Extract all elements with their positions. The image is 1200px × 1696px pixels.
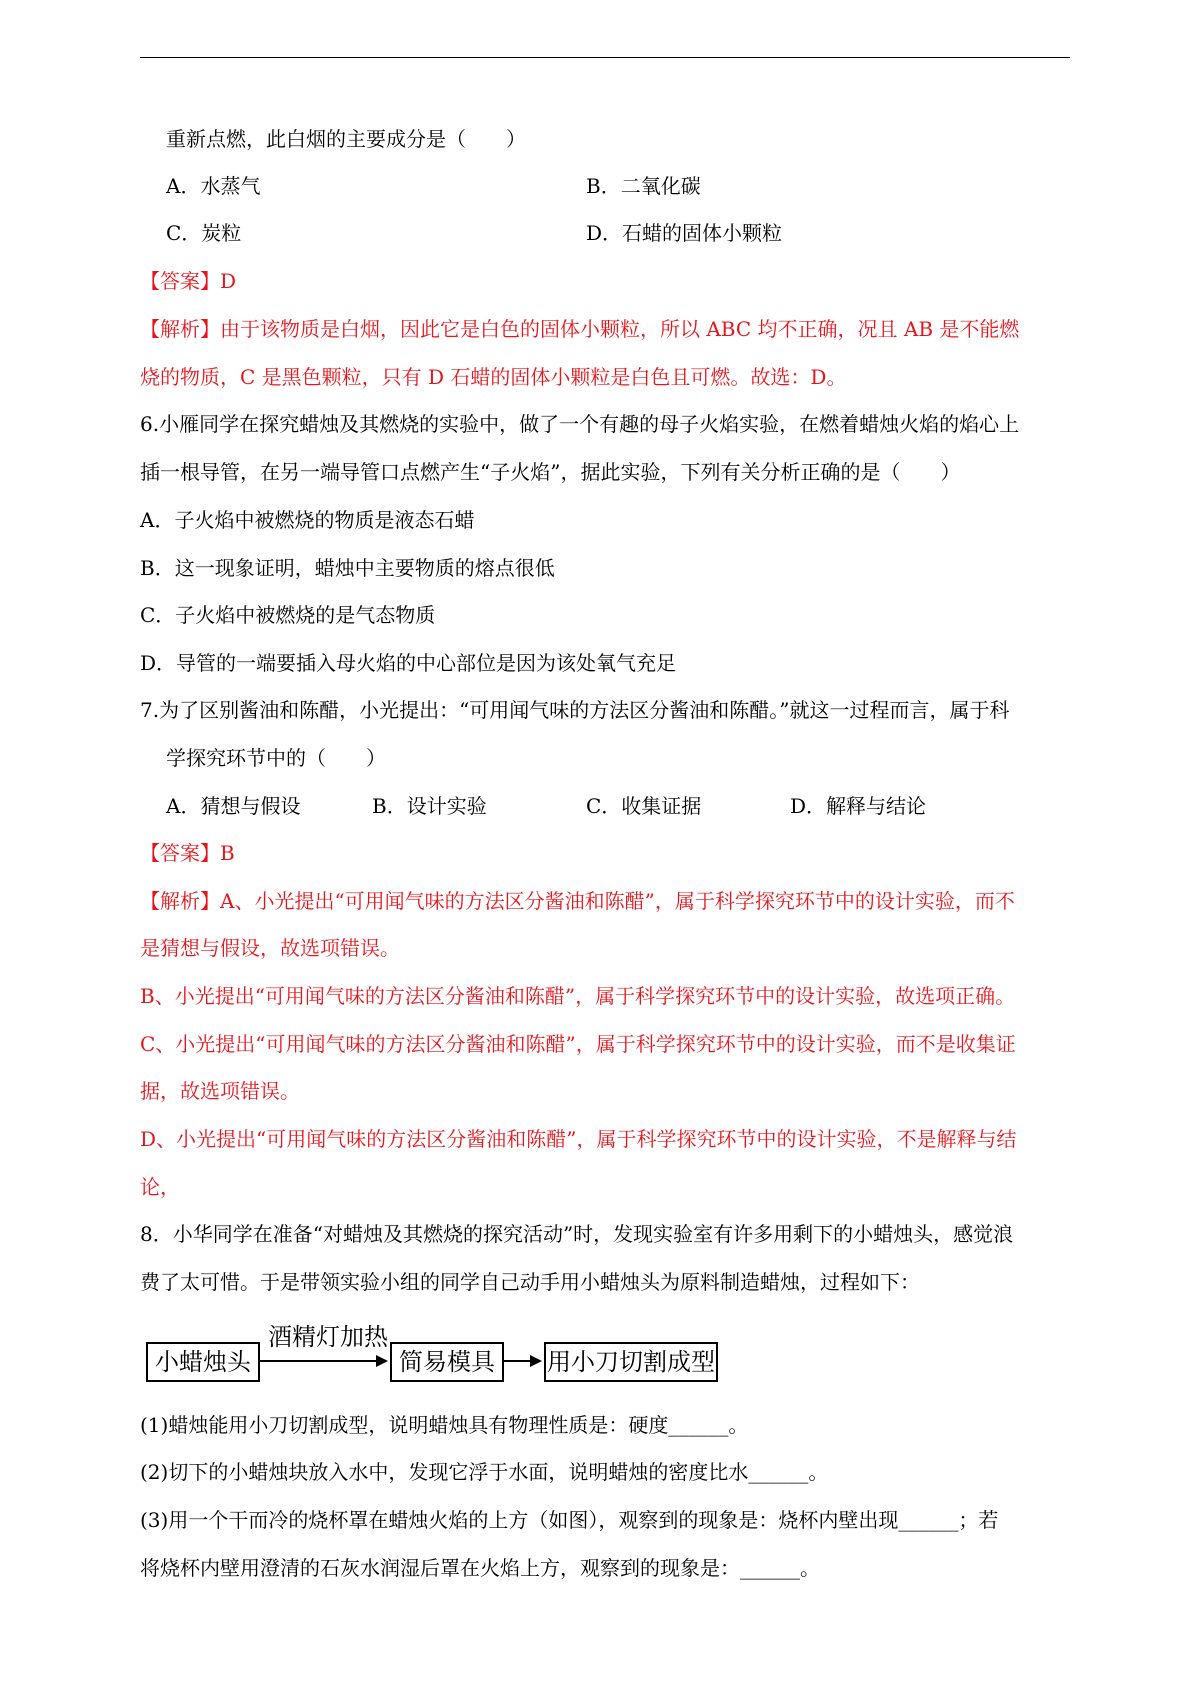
q7-analysis-line-1: 【解析】A、小光提出“可用闻气味的方法区分酱油和陈醋”，属于科学探究环节中的设计实验，而不 bbox=[140, 889, 1015, 913]
q8-stem-line-1: 8．小华同学在准备“对蜡烛及其燃烧的探究活动”时，发现实验室有许多用剩下的小蜡烛头，感觉浪 bbox=[140, 1222, 1014, 1246]
flow-box-mold: 简易模具 bbox=[390, 1342, 504, 1382]
q7-analysis-line-3: B、小光提出“可用闻气味的方法区分酱油和陈醋”，属于科学探究环节中的设计实验，故选项正确。 bbox=[140, 984, 1016, 1008]
q7-stem-line-1: 7.为了区别酱油和陈醋，小光提出：“可用闻气味的方法区分酱油和陈醋。”就这一过程而言，属于科 bbox=[140, 698, 1010, 722]
q5-analysis-line-2: 烧的物质，C 是黑色颗粒，只有 D 石蜡的固体小颗粒是白色且可燃。故选：D。 bbox=[140, 365, 847, 389]
q7-analysis-line-5: 据，故选项错误。 bbox=[140, 1079, 300, 1103]
q7-option-d: D．解释与结论 bbox=[790, 794, 927, 818]
flow-arrow-1 bbox=[260, 1360, 378, 1362]
q5-option-d: D．石蜡的固体小颗粒 bbox=[586, 221, 783, 245]
q6-option-b: B．这一现象证明，蜡烛中主要物质的熔点很低 bbox=[140, 556, 555, 580]
q8-sub-question-1: (1)蜡烛能用小刀切割成型，说明蜡烛具有物理性质是：硬度______。 bbox=[140, 1413, 749, 1437]
q7-analysis-line-7: 论， bbox=[140, 1175, 180, 1199]
flow-box-candle-ends: 小蜡烛头 bbox=[146, 1342, 260, 1382]
q8-sub-question-3-line-2: 将烧杯内壁用澄清的石灰水润湿后罩在火焰上方，观察到的现象是：______。 bbox=[140, 1556, 820, 1580]
q6-option-a: A．子火焰中被燃烧的物质是液态石蜡 bbox=[140, 508, 475, 532]
q7-option-a: A．猜想与假设 bbox=[166, 794, 301, 818]
flow-box-cut: 用小刀切割成型 bbox=[544, 1342, 718, 1382]
q5-option-a: A．水蒸气 bbox=[166, 174, 261, 198]
q7-analysis-line-4: C、小光提出“可用闻气味的方法区分酱油和陈醋”，属于科学探究环节中的设计实验，而不是收集证 bbox=[140, 1032, 1016, 1056]
q7-option-b: B．设计实验 bbox=[372, 794, 487, 818]
header-rule bbox=[140, 57, 1070, 58]
flow-arrow-2 bbox=[504, 1360, 532, 1362]
q6-stem-line-1: 6.小雁同学在探究蜡烛及其燃烧的实验中，做了一个有趣的母子火焰实验，在燃着蜡烛火焰的焰心上 bbox=[140, 412, 1020, 436]
q5-option-b: B．二氧化碳 bbox=[586, 174, 701, 198]
q5-option-c: C．炭粒 bbox=[166, 221, 242, 245]
q6-option-c: C．子火焰中被燃烧的是气态物质 bbox=[140, 603, 436, 627]
q7-stem-line-2: 学探究环节中的（ ） bbox=[166, 746, 386, 770]
q7-answer: 【答案】B bbox=[140, 841, 235, 865]
flow-arrowhead-1 bbox=[376, 1355, 388, 1367]
q8-sub-question-3-line-1: (3)用一个干而冷的烧杯罩在蜡烛火焰的上方（如图），观察到的现象是：烧杯内壁出现______；若 bbox=[140, 1508, 999, 1532]
q7-analysis-line-6: D、小光提出“可用闻气味的方法区分酱油和陈醋”，属于科学探究环节中的设计实验，不是解释与结 bbox=[140, 1127, 1017, 1151]
q8-stem-line-2: 费了太可惜。于是带领实验小组的同学自己动手用小蜡烛头为原料制造蜡烛，过程如下： bbox=[140, 1270, 920, 1294]
q6-stem-line-2: 插一根导管，在另一端导管口点燃产生“子火焰”，据此实验，下列有关分析正确的是（ ） bbox=[140, 460, 961, 484]
q5-stem-continuation: 重新点燃，此白烟的主要成分是（ ） bbox=[166, 127, 526, 151]
flow-arrow-label: 酒精灯加热 bbox=[268, 1323, 388, 1351]
q7-option-c: C．收集证据 bbox=[586, 794, 702, 818]
q5-analysis-line-1: 【解析】由于该物质是白烟，因此它是白色的固体小颗粒，所以 ABC 均不正确，况且 AB 是不能燃 bbox=[140, 317, 1020, 341]
process-flow-diagram bbox=[146, 1322, 766, 1402]
q5-answer: 【答案】D bbox=[140, 269, 237, 293]
q8-sub-question-2: (2)切下的小蜡烛块放入水中，发现它浮于水面，说明蜡烛的密度比水______。 bbox=[140, 1460, 829, 1484]
q6-option-d: D．导管的一端要插入母火焰的中心部位是因为该处氧气充足 bbox=[140, 651, 677, 675]
flow-arrowhead-2 bbox=[530, 1355, 542, 1367]
q7-analysis-line-2: 是猜想与假设，故选项错误。 bbox=[140, 936, 400, 960]
